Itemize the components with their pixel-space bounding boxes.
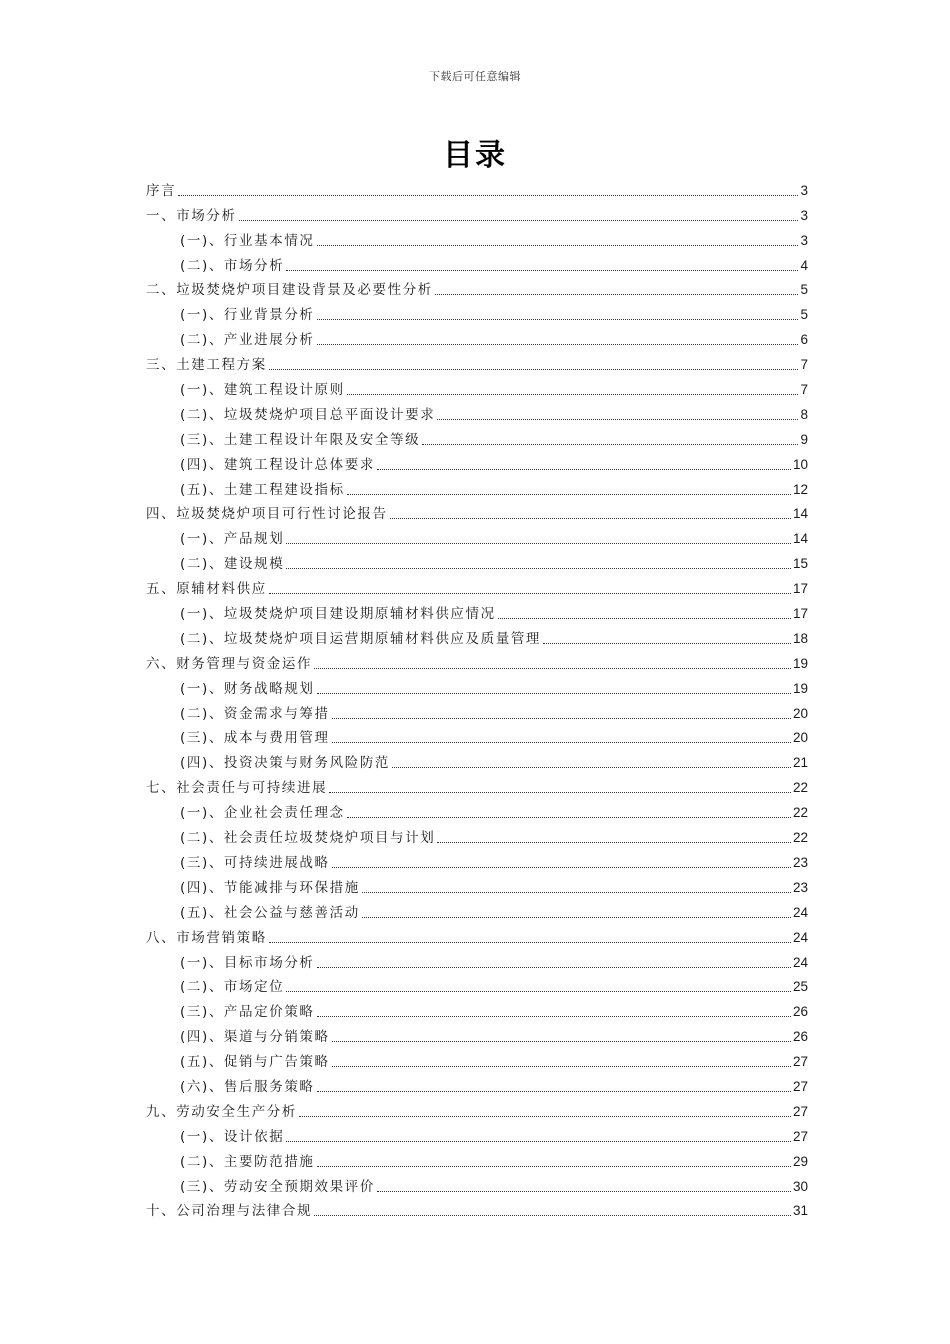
- toc-entry-label: (一)、财务战略规划: [180, 680, 315, 697]
- toc-entry-link-28[interactable]: [146, 872, 808, 897]
- toc-dot-leader: [317, 244, 799, 246]
- toc-entry-label: 四、垃圾焚烧炉项目可行性讨论报告: [146, 506, 388, 523]
- toc-item: [146, 822, 808, 847]
- toc-item: [146, 1096, 808, 1121]
- toc-entry-link-30[interactable]: [146, 922, 808, 947]
- toc-entry-link-5[interactable]: [146, 299, 808, 324]
- toc-entry-label: 序言: [146, 182, 177, 199]
- toc-dot-leader: [347, 493, 791, 495]
- toc-entry-link-27[interactable]: [146, 847, 808, 872]
- toc-entry-page-number: 20: [792, 730, 808, 746]
- toc-item: [146, 474, 808, 499]
- toc-entry-page-number: 15: [792, 556, 808, 572]
- toc-dot-leader: [362, 891, 791, 893]
- toc-entry-link-14[interactable]: [146, 523, 808, 548]
- toc-entry-label: 三、土建工程方案: [146, 357, 267, 374]
- toc-entry-page-number: 19: [792, 655, 808, 671]
- toc-entry-page-number: 27: [792, 1054, 808, 1070]
- toc-entry-link-25[interactable]: [146, 797, 808, 822]
- toc-entry-link-4[interactable]: [146, 275, 808, 300]
- toc-entry-page-number: 24: [792, 904, 808, 920]
- toc-entry-label: (二)、建设规模: [180, 556, 285, 573]
- toc-entry-page-number: 30: [792, 1178, 808, 1194]
- toc-entry-link-17[interactable]: [146, 598, 808, 623]
- toc-entry-page-number: 23: [792, 854, 808, 870]
- toc-entry-label: (二)、资金需求与筹措: [180, 705, 330, 722]
- toc-item: [146, 922, 808, 947]
- toc-dot-leader: [314, 1214, 791, 1216]
- toc-entry-page-number: 17: [792, 581, 808, 597]
- toc-entry-label: (二)、垃圾焚烧炉项目运营期原辅材料供应及质量管理: [180, 630, 542, 647]
- toc-item: [146, 996, 808, 1021]
- toc-dot-leader: [498, 617, 791, 619]
- toc-entry-label: (一)、垃圾焚烧炉项目建设期原辅材料供应情况: [180, 606, 496, 623]
- table-of-contents: [146, 175, 808, 1220]
- toc-item: [146, 523, 808, 548]
- toc-dot-leader: [422, 443, 798, 445]
- toc-entry-label: (二)、垃圾焚烧炉项目总平面设计要求: [180, 406, 436, 423]
- toc-entry-label: (四)、渠道与分销策略: [180, 1029, 330, 1046]
- toc-entry-page-number: 3: [800, 207, 808, 223]
- toc-item: [146, 1121, 808, 1146]
- toc-title: 目录: [443, 138, 507, 173]
- toc-entry-label: (一)、建筑工程设计原则: [180, 382, 345, 399]
- toc-entry-link-41[interactable]: [146, 1196, 808, 1221]
- toc-entry-page-number: 4: [800, 257, 808, 273]
- toc-item: [146, 349, 808, 374]
- toc-item: [146, 947, 808, 972]
- toc-entry-label: (四)、投资决策与财务风险防范: [180, 755, 391, 772]
- toc-item: [146, 648, 808, 673]
- toc-item: [146, 1146, 808, 1171]
- toc-dot-leader: [332, 717, 791, 719]
- toc-entry-page-number: 3: [800, 182, 808, 198]
- toc-item: [146, 872, 808, 897]
- toc-dot-leader: [377, 468, 791, 470]
- toc-entry-page-number: 10: [792, 456, 808, 472]
- toc-entry-link-24[interactable]: [146, 772, 808, 797]
- toc-entry-label: 十、公司治理与法律合规: [146, 1203, 313, 1220]
- toc-entry-label: (五)、土建工程建设指标: [180, 481, 345, 498]
- toc-dot-leader: [317, 1015, 791, 1017]
- toc-dot-leader: [286, 990, 791, 992]
- toc-item: [146, 449, 808, 474]
- toc-item: [146, 374, 808, 399]
- toc-item: [146, 623, 808, 648]
- toc-entry-link-13[interactable]: [146, 499, 808, 524]
- toc-entry-label: (二)、市场分析: [180, 257, 285, 274]
- toc-entry-page-number: 20: [792, 705, 808, 721]
- toc-dot-leader: [317, 966, 791, 968]
- toc-dot-leader: [317, 343, 799, 345]
- toc-dot-leader: [286, 269, 798, 271]
- toc-entry-page-number: 9: [800, 431, 808, 447]
- toc-entry-link-18[interactable]: [146, 623, 808, 648]
- toc-entry-link-12[interactable]: [146, 474, 808, 499]
- toc-dot-leader: [332, 741, 791, 743]
- toc-entry-label: (一)、产品规划: [180, 531, 285, 548]
- toc-dot-leader: [269, 592, 791, 594]
- toc-entry-page-number: 22: [792, 780, 808, 796]
- toc-entry-label: 六、财务管理与资金运作: [146, 655, 313, 672]
- toc-dot-leader: [317, 1165, 791, 1167]
- toc-entry-link-1[interactable]: [146, 200, 808, 225]
- toc-entry-label: (五)、促销与广告策略: [180, 1054, 330, 1071]
- toc-dot-leader: [286, 1140, 791, 1142]
- toc-item: [146, 598, 808, 623]
- toc-entry-link-26[interactable]: [146, 822, 808, 847]
- toc-item: [146, 424, 808, 449]
- toc-dot-leader: [286, 567, 791, 569]
- toc-entry-page-number: 24: [792, 954, 808, 970]
- toc-entry-label: (一)、行业基本情况: [180, 232, 315, 249]
- toc-entry-link-8[interactable]: [146, 374, 808, 399]
- toc-item: [146, 1071, 808, 1096]
- toc-entry-label: 一、市场分析: [146, 207, 237, 224]
- toc-entry-page-number: 7: [800, 357, 808, 373]
- toc-entry-link-3[interactable]: [146, 250, 808, 275]
- toc-entry-label: 九、劳动安全生产分析: [146, 1103, 297, 1120]
- toc-entry-label: (三)、可持续进展战略: [180, 854, 330, 871]
- toc-entry-page-number: 19: [792, 680, 808, 696]
- toc-dot-leader: [347, 816, 791, 818]
- toc-item: [146, 275, 808, 300]
- toc-item: [146, 897, 808, 922]
- toc-item: [146, 1021, 808, 1046]
- toc-entry-link-35[interactable]: [146, 1046, 808, 1071]
- toc-entry-link-23[interactable]: [146, 747, 808, 772]
- toc-dot-leader: [269, 368, 799, 370]
- toc-entry-label: (二)、社会责任垃圾焚烧炉项目与计划: [180, 830, 436, 847]
- toc-entry-link-20[interactable]: [146, 673, 808, 698]
- toc-entry-label: (一)、目标市场分析: [180, 954, 315, 971]
- toc-entry-label: (六)、售后服务策略: [180, 1078, 315, 1095]
- toc-entry-link-39[interactable]: [146, 1146, 808, 1171]
- toc-entry-label: (二)、主要防范措施: [180, 1153, 315, 1170]
- toc-dot-leader: [332, 866, 791, 868]
- toc-dot-leader: [314, 667, 791, 669]
- toc-item: [146, 747, 808, 772]
- toc-dot-leader: [299, 1115, 791, 1117]
- toc-entry-page-number: 22: [792, 805, 808, 821]
- toc-entry-label: 二、垃圾焚烧炉项目建设背景及必要性分析: [146, 282, 433, 299]
- toc-dot-leader: [269, 941, 791, 943]
- toc-dot-leader: [362, 916, 791, 918]
- toc-item: [146, 324, 808, 349]
- toc-entry-page-number: 5: [800, 282, 808, 298]
- toc-entry-label: 八、市场营销策略: [146, 929, 267, 946]
- toc-entry-link-38[interactable]: [146, 1121, 808, 1146]
- toc-item: [146, 299, 808, 324]
- toc-dot-leader: [317, 318, 799, 320]
- toc-dot-leader: [377, 1190, 791, 1192]
- toc-entry-page-number: 27: [792, 1103, 808, 1119]
- toc-item: [146, 1046, 808, 1071]
- toc-item: [146, 847, 808, 872]
- toc-item: [146, 250, 808, 275]
- toc-dot-leader: [317, 1090, 791, 1092]
- toc-dot-leader: [178, 194, 798, 196]
- toc-dot-leader: [347, 393, 799, 395]
- toc-entry-link-0[interactable]: [146, 175, 808, 200]
- toc-entry-page-number: 29: [792, 1153, 808, 1169]
- toc-entry-page-number: 6: [800, 332, 808, 348]
- toc-entry-link-37[interactable]: [146, 1096, 808, 1121]
- toc-item: [146, 1196, 808, 1221]
- toc-entry-page-number: 23: [792, 879, 808, 895]
- toc-entry-label: (五)、社会公益与慈善活动: [180, 904, 360, 921]
- toc-entry-label: (一)、设计依据: [180, 1128, 285, 1145]
- toc-entry-link-32[interactable]: [146, 972, 808, 997]
- toc-entry-page-number: 21: [792, 755, 808, 771]
- toc-item: [146, 399, 808, 424]
- toc-entry-label: 七、社会责任与可持续进展: [146, 780, 328, 797]
- toc-entry-page-number: 27: [792, 1128, 808, 1144]
- toc-item: [146, 548, 808, 573]
- toc-entry-link-15[interactable]: [146, 548, 808, 573]
- toc-entry-page-number: 27: [792, 1078, 808, 1094]
- toc-item: [146, 225, 808, 250]
- toc-entry-label: (一)、行业背景分析: [180, 307, 315, 324]
- toc-entry-link-10[interactable]: [146, 424, 808, 449]
- toc-entry-page-number: 14: [792, 531, 808, 547]
- toc-entry-page-number: 24: [792, 929, 808, 945]
- toc-dot-leader: [437, 418, 798, 420]
- toc-entry-link-36[interactable]: [146, 1071, 808, 1096]
- toc-entry-label: 五、原辅材料供应: [146, 581, 267, 598]
- toc-entry-label: (二)、产业进展分析: [180, 332, 315, 349]
- toc-entry-link-16[interactable]: [146, 573, 808, 598]
- toc-entry-link-9[interactable]: [146, 399, 808, 424]
- toc-entry-link-31[interactable]: [146, 947, 808, 972]
- toc-item: [146, 698, 808, 723]
- toc-entry-link-29[interactable]: [146, 897, 808, 922]
- toc-entry-label: (三)、劳动安全预期效果评价: [180, 1178, 375, 1195]
- toc-entry-page-number: 22: [792, 830, 808, 846]
- toc-dot-leader: [390, 517, 791, 519]
- toc-entry-link-11[interactable]: [146, 449, 808, 474]
- toc-entry-page-number: 26: [792, 1029, 808, 1045]
- toc-entry-page-number: 14: [792, 506, 808, 522]
- toc-item: [146, 972, 808, 997]
- toc-entry-page-number: 31: [792, 1203, 808, 1219]
- toc-dot-leader: [332, 1065, 791, 1067]
- toc-entry-link-21[interactable]: [146, 698, 808, 723]
- toc-entry-link-33[interactable]: [146, 996, 808, 1021]
- toc-dot-leader: [317, 692, 791, 694]
- toc-item: [146, 1171, 808, 1196]
- toc-item: [146, 797, 808, 822]
- toc-entry-page-number: 8: [800, 406, 808, 422]
- toc-entry-label: (一)、企业社会责任理念: [180, 805, 345, 822]
- toc-entry-label: (四)、建筑工程设计总体要求: [180, 456, 375, 473]
- toc-entry-link-19[interactable]: [146, 648, 808, 673]
- toc-entry-label: (四)、节能减排与环保措施: [180, 879, 360, 896]
- toc-dot-leader: [543, 642, 791, 644]
- toc-item: [146, 723, 808, 748]
- toc-entry-link-34[interactable]: [146, 1021, 808, 1046]
- toc-entry-link-6[interactable]: [146, 324, 808, 349]
- toc-dot-leader: [392, 766, 791, 768]
- toc-dot-leader: [437, 841, 791, 843]
- toc-dot-leader: [435, 293, 799, 295]
- toc-entry-page-number: 26: [792, 1004, 808, 1020]
- toc-item: [146, 200, 808, 225]
- toc-entry-link-22[interactable]: [146, 723, 808, 748]
- toc-item: [146, 573, 808, 598]
- toc-item: [146, 673, 808, 698]
- toc-entry-page-number: 25: [792, 979, 808, 995]
- toc-item: [146, 772, 808, 797]
- toc-entry-label: (三)、成本与费用管理: [180, 730, 330, 747]
- toc-dot-leader: [329, 791, 791, 793]
- toc-entry-page-number: 3: [800, 232, 808, 248]
- toc-entry-label: (三)、土建工程设计年限及安全等级: [180, 431, 421, 448]
- toc-entry-link-2[interactable]: [146, 225, 808, 250]
- toc-item: [146, 175, 808, 200]
- toc-dot-leader: [286, 542, 791, 544]
- toc-dot-leader: [239, 219, 799, 221]
- toc-entry-label: (三)、产品定价策略: [180, 1004, 315, 1021]
- toc-entry-page-number: 5: [800, 307, 808, 323]
- toc-dot-leader: [332, 1040, 791, 1042]
- page-header-note: 下载后可任意编辑: [429, 70, 521, 83]
- toc-entry-label: (二)、市场定位: [180, 979, 285, 996]
- toc-entry-link-40[interactable]: [146, 1171, 808, 1196]
- toc-entry-page-number: 18: [792, 630, 808, 646]
- toc-entry-link-7[interactable]: [146, 349, 808, 374]
- toc-entry-page-number: 12: [792, 481, 808, 497]
- toc-entry-page-number: 17: [792, 606, 808, 622]
- toc-item: [146, 499, 808, 524]
- toc-entry-page-number: 7: [800, 382, 808, 398]
